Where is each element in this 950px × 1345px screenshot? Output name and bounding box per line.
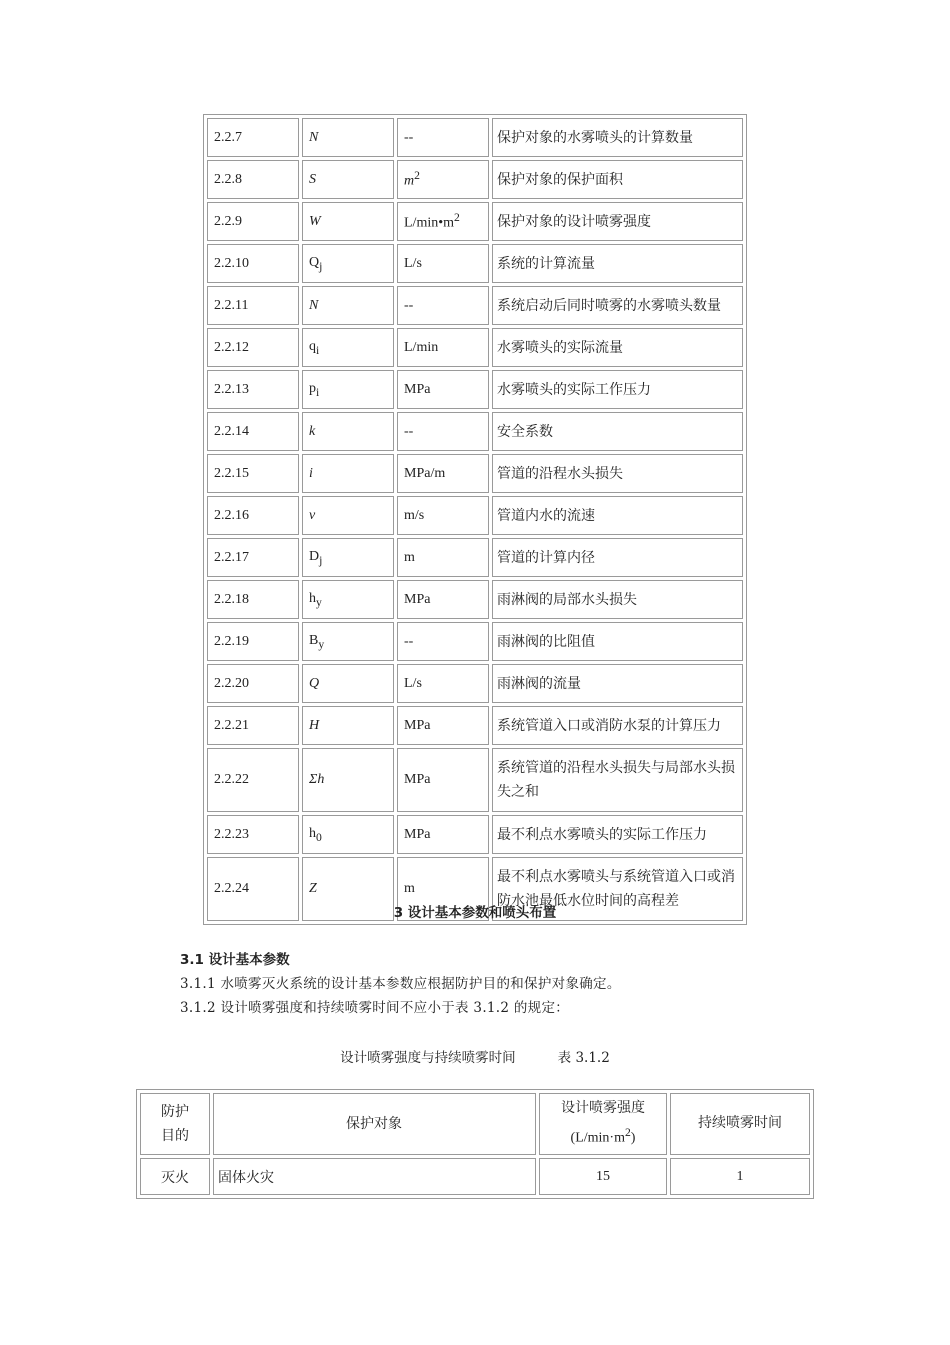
unit-main: L/min xyxy=(404,339,439,355)
clause-number: 2.2.7 xyxy=(207,118,299,157)
symbol-row xyxy=(207,412,743,451)
clause-number: 2.2.20 xyxy=(207,664,299,703)
symbol-main: Q xyxy=(309,675,320,691)
symbol-main: Z xyxy=(309,881,317,896)
paragraph-3-1-2: 3.1.2 设计喷雾强度和持续喷雾时间不应小于表 3.1.2 的规定： xyxy=(180,1000,570,1016)
unit-main: L/s xyxy=(404,255,422,271)
unit-cell xyxy=(397,286,489,325)
symbol-row xyxy=(207,706,743,745)
description: 雨淋阀的流量 xyxy=(492,664,743,703)
header-intensity xyxy=(539,1093,667,1155)
unit-main: L/min•m xyxy=(404,215,455,231)
unit-main: MPa xyxy=(404,717,431,733)
symbol-row xyxy=(207,580,743,619)
table-caption-title: 设计喷雾强度与持续喷雾时间 xyxy=(340,1050,516,1066)
symbol-cell xyxy=(302,496,394,535)
symbol-row xyxy=(207,748,743,812)
unit-main: MPa/m xyxy=(404,465,446,481)
description: 管道的计算内径 xyxy=(492,538,743,577)
clause-number: 2.2.9 xyxy=(207,202,299,241)
unit-main: m xyxy=(404,881,415,896)
unit-main: -- xyxy=(404,297,414,313)
unit-main: m/s xyxy=(404,507,425,523)
symbol-main: h xyxy=(309,825,316,841)
clause-number: 2.2.24 xyxy=(207,857,299,921)
unit-cell xyxy=(397,815,489,854)
description: 水雾喷头的实际工作压力 xyxy=(492,370,743,409)
unit-cell xyxy=(397,370,489,409)
description: 系统的计算流量 xyxy=(492,244,743,283)
symbol-cell xyxy=(302,412,394,451)
symbol-main: D xyxy=(309,548,320,564)
unit-main: MPa xyxy=(404,826,431,842)
header-duration: 持续喷雾时间 xyxy=(670,1093,810,1155)
table-caption-number: 表 3.1.2 xyxy=(557,1050,610,1066)
header-intensity-sup: 2 xyxy=(624,1126,631,1140)
clause-number: 2.2.10 xyxy=(207,244,299,283)
unit-cell xyxy=(397,118,489,157)
description: 系统管道入口或消防水泵的计算压力 xyxy=(492,706,743,745)
paragraph-3-1-1: 3.1.1 水喷雾灭火系统的设计基本参数应根据防护目的和保护对象确定。 xyxy=(180,976,621,992)
clause-number: 2.2.16 xyxy=(207,496,299,535)
description: 保护对象的水雾喷头的计算数量 xyxy=(492,118,743,157)
symbol-cell xyxy=(302,706,394,745)
symbol-cell xyxy=(302,328,394,367)
symbol-row xyxy=(207,328,743,367)
symbol-main: N xyxy=(309,129,319,145)
unit-cell xyxy=(397,328,489,367)
header-purpose xyxy=(140,1093,210,1155)
symbol-row xyxy=(207,622,743,661)
description: 系统启动后同时喷雾的水雾喷头数量 xyxy=(492,286,743,325)
symbol-cell xyxy=(302,664,394,703)
clause-number: 2.2.17 xyxy=(207,538,299,577)
unit-main: -- xyxy=(404,423,414,439)
symbol-main: h xyxy=(309,590,316,606)
clause-number: 2.2.21 xyxy=(207,706,299,745)
table-caption xyxy=(0,1046,950,1066)
symbol-row xyxy=(207,370,743,409)
symbol-cell xyxy=(302,160,394,199)
description: 保护对象的保护面积 xyxy=(492,160,743,199)
row-duration: 1 xyxy=(670,1158,810,1195)
symbol-main: Σh xyxy=(309,772,325,787)
symbol-row xyxy=(207,496,743,535)
description: 最不利点水雾喷头的实际工作压力 xyxy=(492,815,743,854)
params-header-row xyxy=(140,1093,810,1155)
symbol-row xyxy=(207,286,743,325)
unit-main: m xyxy=(404,173,415,189)
chapter-heading: 3 设计基本参数和喷头布置 xyxy=(393,905,557,921)
params-row xyxy=(140,1158,810,1195)
symbol-main: N xyxy=(309,297,319,313)
unit-superscript: 2 xyxy=(414,169,420,183)
unit-cell xyxy=(397,496,489,535)
symbol-main: k xyxy=(309,423,316,439)
symbol-cell xyxy=(302,538,394,577)
row-intensity: 15 xyxy=(539,1158,667,1195)
description: 雨淋阀的局部水头损失 xyxy=(492,580,743,619)
unit-main: MPa xyxy=(404,772,431,787)
symbol-row xyxy=(207,202,743,241)
symbol-cell xyxy=(302,815,394,854)
clause-number: 2.2.23 xyxy=(207,815,299,854)
symbol-cell xyxy=(302,286,394,325)
clause-number: 2.2.18 xyxy=(207,580,299,619)
symbol-subscript: y xyxy=(318,637,325,651)
clause-number: 2.2.13 xyxy=(207,370,299,409)
unit-cell xyxy=(397,454,489,493)
unit-cell xyxy=(397,160,489,199)
header-purpose-line2: 目的 xyxy=(161,1128,189,1144)
symbol-cell xyxy=(302,202,394,241)
symbols-table xyxy=(203,114,747,925)
description: 水雾喷头的实际流量 xyxy=(492,328,743,367)
symbol-cell xyxy=(302,370,394,409)
symbol-main: Q xyxy=(309,254,320,270)
unit-cell xyxy=(397,412,489,451)
symbol-cell xyxy=(302,580,394,619)
symbol-main: p xyxy=(309,380,316,396)
header-intensity-line1: 设计喷雾强度 xyxy=(561,1101,645,1117)
symbol-subscript: i xyxy=(316,343,320,357)
description: 管道内水的流速 xyxy=(492,496,743,535)
unit-main: m xyxy=(404,549,415,565)
section-heading: 3.1 设计基本参数 xyxy=(180,952,290,968)
symbol-cell xyxy=(302,454,394,493)
description: 雨淋阀的比阻值 xyxy=(492,622,743,661)
unit-superscript: 2 xyxy=(454,211,460,225)
symbols-table-body xyxy=(207,118,743,921)
symbol-row xyxy=(207,454,743,493)
symbol-main: S xyxy=(309,171,316,187)
unit-cell xyxy=(397,748,489,812)
symbol-main: H xyxy=(309,717,320,733)
clause-number: 2.2.22 xyxy=(207,748,299,812)
clause-number: 2.2.15 xyxy=(207,454,299,493)
unit-cell xyxy=(397,244,489,283)
row-object: 固体火灾 xyxy=(213,1158,536,1195)
unit-cell xyxy=(397,202,489,241)
symbol-main: v xyxy=(309,507,316,523)
row-purpose: 灭火 xyxy=(140,1158,210,1195)
header-purpose-line1: 防护 xyxy=(161,1104,189,1120)
description: 安全系数 xyxy=(492,412,743,451)
unit-main: -- xyxy=(404,129,414,145)
symbol-main: W xyxy=(309,213,321,229)
clause-number: 2.2.12 xyxy=(207,328,299,367)
symbol-row xyxy=(207,160,743,199)
symbol-main: q xyxy=(309,338,316,354)
symbol-subscript: j xyxy=(319,259,323,273)
unit-cell xyxy=(397,664,489,703)
symbol-main: B xyxy=(309,632,319,648)
description: 管道的沿程水头损失 xyxy=(492,454,743,493)
unit-main: -- xyxy=(404,633,414,649)
unit-main: MPa xyxy=(404,381,431,397)
symbol-row xyxy=(207,538,743,577)
unit-cell xyxy=(397,538,489,577)
description: 保护对象的设计喷雾强度 xyxy=(492,202,743,241)
symbol-row xyxy=(207,118,743,157)
unit-cell xyxy=(397,706,489,745)
symbol-cell xyxy=(302,118,394,157)
symbol-cell xyxy=(302,244,394,283)
unit-cell xyxy=(397,622,489,661)
clause-number: 2.2.19 xyxy=(207,622,299,661)
symbol-subscript: i xyxy=(316,385,320,399)
clause-number: 2.2.14 xyxy=(207,412,299,451)
symbol-subscript: y xyxy=(316,595,322,609)
symbol-cell xyxy=(302,622,394,661)
unit-cell xyxy=(397,580,489,619)
symbol-subscript: 0 xyxy=(316,830,322,844)
symbol-row xyxy=(207,664,743,703)
symbol-row xyxy=(207,815,743,854)
unit-main: MPa xyxy=(404,591,431,607)
unit-main: L/s xyxy=(404,675,422,691)
symbol-subscript: j xyxy=(319,553,323,567)
header-object: 保护对象 xyxy=(213,1093,536,1155)
description: 系统管道的沿程水头损失与局部水头损失之和 xyxy=(492,748,743,812)
symbol-row xyxy=(207,244,743,283)
clause-number: 2.2.11 xyxy=(207,286,299,325)
symbol-cell xyxy=(302,748,394,812)
clause-number: 2.2.8 xyxy=(207,160,299,199)
params-table xyxy=(136,1089,814,1199)
header-intensity-close: ) xyxy=(630,1130,636,1146)
symbol-main: i xyxy=(309,465,313,481)
description: 最不利点水雾喷头与系统管道入口或消防水池最低水位时间的高程差 xyxy=(492,857,743,921)
header-intensity-line2: (L/min·m xyxy=(570,1130,625,1146)
